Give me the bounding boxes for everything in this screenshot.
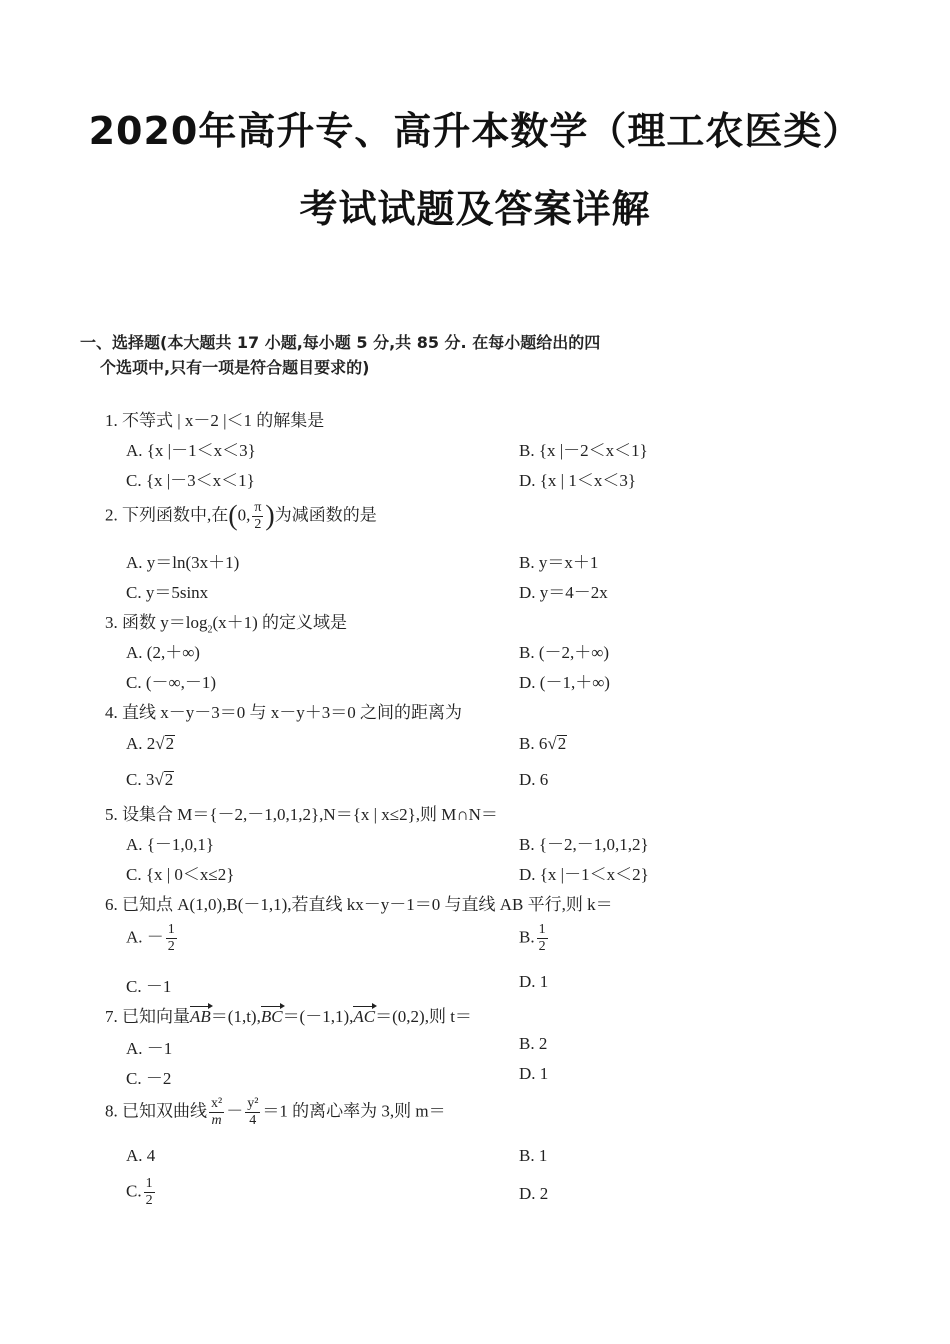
question-5-option-c: C. {x | 0＜x≤2} <box>126 865 235 884</box>
question-8-option-d: D. 2 <box>519 1184 549 1203</box>
fraction-denominator: 4 <box>249 1113 257 1128</box>
fraction-numerator: x² <box>211 1096 223 1111</box>
question-6-option-d: D. 1 <box>519 972 549 991</box>
question-3-option-c: C. (－∞,－1) <box>126 673 217 692</box>
question-4-stem: 4. 直线 x－y－3＝0 与 x－y＋3＝0 之间的距离为 <box>105 703 462 722</box>
vector-ab: AB <box>190 1007 211 1026</box>
option-c-fraction <box>144 1176 155 1209</box>
question-8-option-a: A. 4 <box>126 1146 156 1165</box>
fraction-denominator: 2 <box>254 517 262 532</box>
question-5-option-d: D. {x |－1＜x＜2} <box>519 865 649 884</box>
question-8-option-b: B. 1 <box>519 1146 548 1165</box>
question-3-option-a: A. (2,＋∞) <box>126 643 200 662</box>
option-a-coefficient: A. 2 <box>126 734 156 753</box>
fraction-numerator: y² <box>247 1096 259 1111</box>
question-6-option-c: C. －1 <box>126 977 172 996</box>
question-2-stem <box>105 500 377 533</box>
right-paren: ) <box>265 500 275 532</box>
question-2-option-a: A. y＝ln(3x＋1) <box>126 553 240 572</box>
question-3-option-b: B. (－2,＋∞) <box>519 643 610 662</box>
fraction-numerator: 1 <box>538 922 546 937</box>
question-7-stem-prefix: 7. 已知向量 <box>105 1007 190 1026</box>
hyperbola-x-term <box>209 1096 224 1129</box>
question-2-option-c: C. y＝5sinx <box>126 583 209 602</box>
fraction-denominator: 2 <box>167 939 175 954</box>
question-7-option-b: B. 2 <box>519 1034 548 1053</box>
option-b-fraction <box>537 922 548 955</box>
question-8-stem <box>105 1096 446 1129</box>
option-c-label: C. <box>126 1181 142 1201</box>
question-6-option-a <box>126 922 179 955</box>
section-heading-line-2: 个选项中,只有一项是符合题目要求的) <box>100 358 370 377</box>
fraction-numerator: 1 <box>145 1176 153 1191</box>
question-5-option-a: A. {－1,0,1} <box>126 835 215 854</box>
sqrt-radicand: 2 <box>164 770 174 789</box>
question-4-option-b: B. 6√2 <box>519 734 567 753</box>
question-1-option-b: B. {x |－2＜x＜1} <box>519 441 648 460</box>
question-7-part-2: ＝(－1,1), <box>282 1007 354 1026</box>
question-1-stem: 1. 不等式 | x－2 |＜1 的解集是 <box>105 411 325 430</box>
question-5-stem: 5. 设集合 M＝{－2,－1,0,1,2},N＝{x | x≤2},则 M∩N＝ <box>105 805 498 824</box>
question-6-stem: 6. 已知点 A(1,0),B(－1,1),若直线 kx－y－1＝0 与直线 AB 平行,则 k＝ <box>105 895 613 914</box>
sqrt-radicand: 2 <box>557 734 567 753</box>
fraction-denominator: m <box>211 1113 222 1128</box>
question-3-stem-suffix: (x＋1) 的定义域是 <box>212 613 348 632</box>
question-4-option-a: A. 2√2 <box>126 734 175 753</box>
fraction-denominator: 2 <box>538 939 546 954</box>
fraction-denominator: 2 <box>145 1193 153 1208</box>
question-1-option-c: C. {x |－3＜x＜1} <box>126 471 255 490</box>
question-2-fraction <box>252 500 263 533</box>
fraction-numerator: 1 <box>167 922 175 937</box>
question-2-interval-left: 0, <box>237 505 251 525</box>
question-8-stem-suffix: ＝1 的离心率为 3,则 m＝ <box>262 1101 446 1121</box>
question-2-stem-suffix: 为减函数的是 <box>274 505 377 525</box>
option-a-fraction <box>166 922 177 955</box>
section-heading <box>80 330 700 380</box>
option-c-coefficient: C. 3 <box>126 770 155 789</box>
question-8-option-c <box>126 1176 157 1209</box>
question-5-option-b: B. {－2,－1,0,1,2} <box>519 835 649 854</box>
question-4-option-d: D. 6 <box>519 770 549 789</box>
minus-sign: － <box>226 1101 244 1121</box>
fraction-numerator: π <box>254 500 262 515</box>
vector-bc: BC <box>260 1007 283 1026</box>
question-3-option-d: D. (－1,＋∞) <box>519 673 610 692</box>
vector-ac: AC <box>353 1007 376 1026</box>
question-2-option-d: D. y＝4－2x <box>519 583 608 602</box>
option-a-sign: A. － <box>126 927 164 947</box>
hyperbola-y-term <box>245 1096 260 1129</box>
question-4-option-c: C. 3√2 <box>126 770 174 789</box>
document-title-line-1: 2020年高升专、高升本数学（理工农医类） <box>88 109 862 153</box>
question-7-stem <box>105 1002 472 1027</box>
question-7-part-1: ＝(1,t), <box>210 1007 261 1026</box>
question-8-stem-prefix: 8. 已知双曲线 <box>105 1101 207 1121</box>
question-1-option-a: A. {x |－1＜x＜3} <box>126 441 256 460</box>
log-base: 2 <box>207 624 213 636</box>
question-7-option-a: A. －1 <box>126 1039 173 1058</box>
left-paren: ( <box>228 500 238 532</box>
section-heading-line-1: 一、选择题(本大题共 17 小题,每小题 5 分,共 85 分. 在每小题给出的四 <box>80 333 601 352</box>
question-7-option-c: C. －2 <box>126 1069 172 1088</box>
question-6-option-b <box>519 922 550 955</box>
question-1-option-d: D. {x | 1＜x＜3} <box>519 471 636 490</box>
document-title-line-2: 考试试题及答案详解 <box>299 187 651 231</box>
option-b-label: B. <box>519 927 535 947</box>
question-7-part-3: ＝(0,2),则 t＝ <box>375 1007 472 1026</box>
question-7-option-d: D. 1 <box>519 1064 549 1083</box>
question-3-stem-prefix: 3. 函数 y＝log <box>105 613 208 632</box>
question-2-option-b: B. y＝x＋1 <box>519 553 599 572</box>
question-3-stem <box>105 608 347 635</box>
option-b-coefficient: B. 6 <box>519 734 548 753</box>
sqrt-radicand: 2 <box>165 734 175 753</box>
question-2-stem-prefix: 2. 下列函数中,在 <box>105 505 229 525</box>
